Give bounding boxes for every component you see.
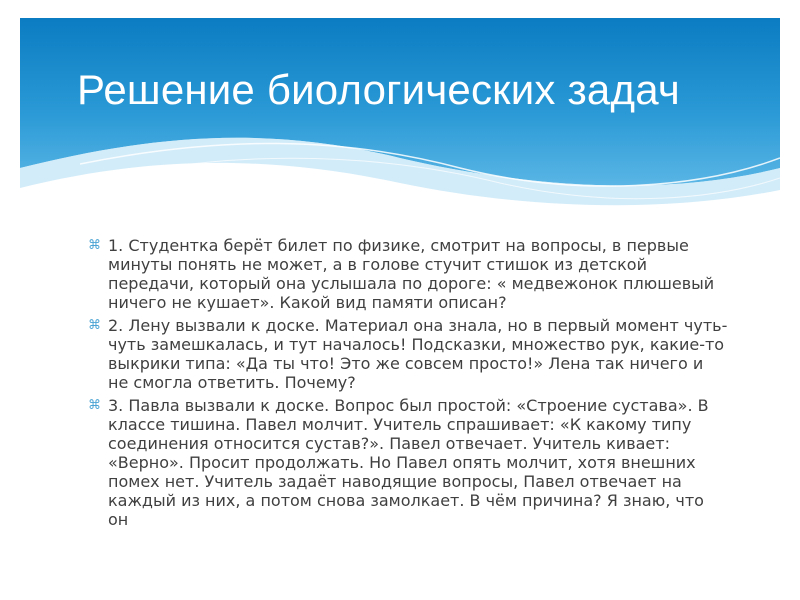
task-text: 2. Лену вызвали к доске. Материал она знала, но в первый момент чуть- чуть замешкалась, и тут началось! Подсказки, множество рук, какие-то выкрики типа: «Да ты что! Это же совсем просто!» Лена так ничего и не смогла ответить. Почему? [108, 316, 728, 392]
bullet-icon: ⌘ [88, 398, 101, 413]
task-item [88, 396, 728, 529]
task-text: 3. Павла вызвали к доске. Вопрос был простой: «Строение сустава». В классе тишина. Павел молчит. Учитель спрашивает: «К какому типу соединения относится сустав?». Павел отвечает. Учитель кивает: «Верно». Просит продолжать. Но Павел опять молчит, хотя внешних помех нет. Учитель задаёт наводящие вопросы, Павел отвечает на каждый из них, а потом снова замолкает. В чём причина? Я знаю, что он [108, 396, 709, 529]
slide-title: Решение биологических задач [77, 66, 680, 113]
task-item [88, 316, 728, 392]
task-list [88, 236, 728, 529]
task-text: 1. Студентка берёт билет по физике, смотрит на вопросы, в первые минуты понять не может, а в голове стучит стишок из детской передачи, который она услышала по дороге: « медвежонок плюшевый ничего не кушает». Какой вид памяти описан? [108, 236, 715, 312]
header-banner [20, 18, 780, 233]
slide-content [88, 236, 728, 600]
task-item [88, 236, 728, 312]
bullet-icon: ⌘ [88, 238, 101, 253]
bullet-icon: ⌘ [88, 318, 101, 333]
